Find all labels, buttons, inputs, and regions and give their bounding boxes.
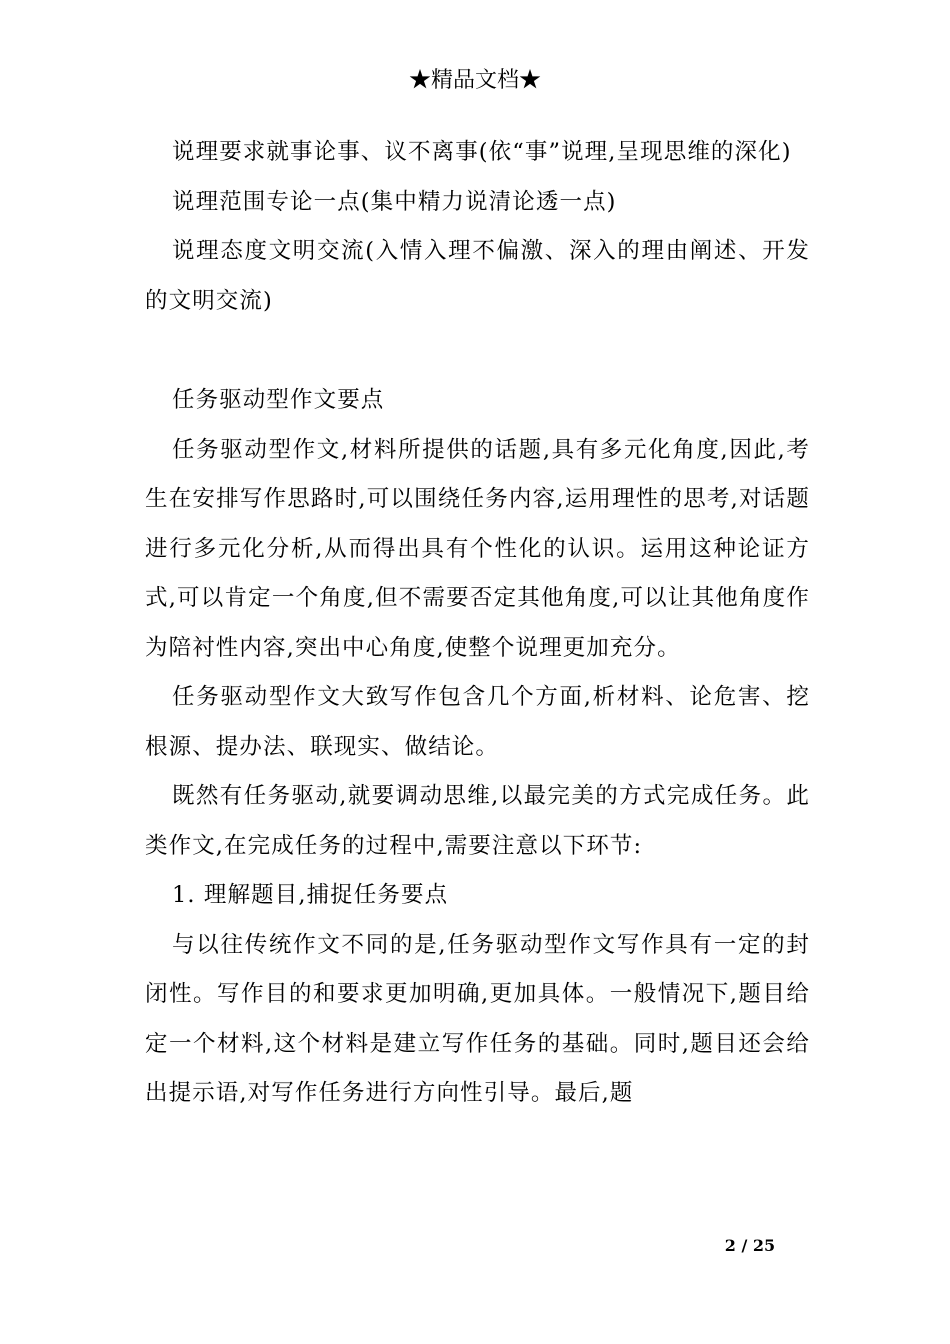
paragraph-intro: 任务驱动型作文,材料所提供的话题,具有多元化角度,因此,考生在安排写作思路时,可以围绕任务内容,运用理性的思考,对话题进行多元化分析,从而得出具有个性化的认识。运用这种论证方式,可以肯定一个角度,但不需要否定其他角度,可以让其他角度作为陪衬性内容,突出中心角度,使整个说理更加充分。 <box>145 436 810 661</box>
paragraph-reasoning-requirement: 说理要求就事论事、议不离事(依“事”说理,呈现思维的深化) <box>172 139 792 165</box>
paragraph-task-drive: 既然有任务驱动,就要调动思维,以最完美的方式完成任务。此类作文,在完成任务的过程中,需要注意以下环节: <box>145 783 810 859</box>
paragraph-reasoning-scope: 说理范围专论一点(集中精力说清论透一点) <box>172 188 617 215</box>
page-number: 2 / 25 <box>724 1236 776 1255</box>
document-header-title: ★精品文档★ <box>408 68 541 93</box>
blank-line <box>145 326 810 376</box>
document-body <box>145 128 810 1119</box>
section-heading: 任务驱动型作文要点 <box>172 387 385 413</box>
paragraph-aspects: 任务驱动型作文大致写作包含几个方面,析材料、论危害、挖根源、提办法、联现实、做结论。 <box>145 684 810 760</box>
paragraph-closure: 与以往传统作文不同的是,任务驱动型作文写作具有一定的封闭性。写作目的和要求更加明确,更加具体。一般情况下,题目给定一个材料,这个材料是建立写作任务的基础。同时,题目还会给出提示语,对写作任务进行方向性引导。最后,题 <box>145 931 810 1106</box>
numbered-heading-1: 1. 理解题目,捕捉任务要点 <box>172 882 449 908</box>
paragraph-reasoning-attitude: 说理态度文明交流(入情入理不偏激、深入的理由阐述、开发的文明交流) <box>145 238 810 314</box>
